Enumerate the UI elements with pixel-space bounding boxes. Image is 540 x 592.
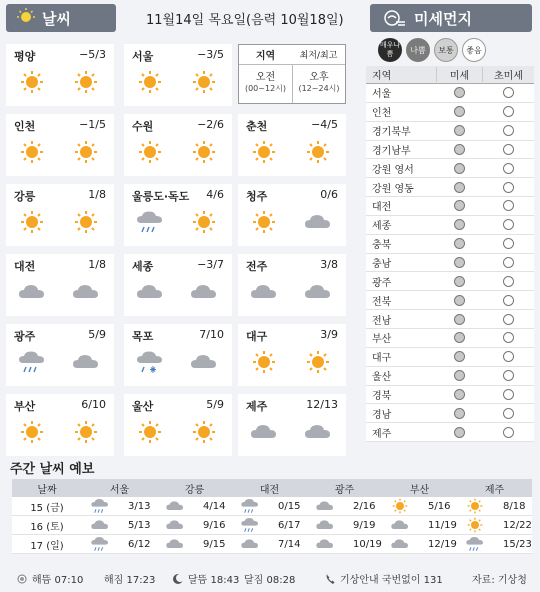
sunrise-time: 해뜸 07:10 xyxy=(32,575,84,586)
city-temp: 1/8 xyxy=(88,188,106,201)
cloud-icon xyxy=(304,420,332,444)
am-weather xyxy=(18,280,46,304)
cloud-icon xyxy=(190,280,218,304)
pm10-level-dot xyxy=(454,125,465,136)
dust-row xyxy=(366,386,534,405)
pm25-level-dot xyxy=(503,144,514,155)
weekly-cell xyxy=(307,536,382,552)
cloud-icon xyxy=(304,210,332,234)
pm25-level-dot xyxy=(503,238,514,249)
dust-title: 미세먼지 xyxy=(414,9,472,28)
am-weather xyxy=(136,420,164,444)
city-card xyxy=(6,44,114,106)
forecast-legend xyxy=(238,44,346,104)
dust-col-region: 지역 xyxy=(372,71,392,82)
dust-region: 강원 영서 xyxy=(372,164,414,176)
dust-row xyxy=(366,178,534,197)
pm10-level-dot xyxy=(454,427,465,438)
sun-icon xyxy=(72,70,100,94)
am-weather xyxy=(18,420,46,444)
pm25-level-dot xyxy=(503,125,514,136)
city-card xyxy=(124,254,232,316)
pm25-level-dot xyxy=(503,351,514,362)
weekly-cell xyxy=(232,536,307,552)
cloud-icon xyxy=(165,517,185,533)
city-card xyxy=(6,114,114,176)
pm25-level-dot xyxy=(503,370,514,381)
city-name: 광주 xyxy=(14,330,36,343)
city-card xyxy=(124,394,232,456)
city-card xyxy=(238,394,346,456)
sun-icon xyxy=(304,140,332,164)
sun-icon xyxy=(18,70,46,94)
city-name: 울릉도·독도 xyxy=(132,190,190,203)
pm25-level-dot xyxy=(503,200,514,211)
weekly-temp: 0/15 xyxy=(278,500,301,512)
dust-row xyxy=(366,141,534,160)
pm10-level-dot xyxy=(454,257,465,268)
city-card xyxy=(238,184,346,246)
dust-header xyxy=(370,4,532,32)
pm25-level-dot xyxy=(503,427,514,438)
rain-icon xyxy=(465,536,485,552)
dust-row xyxy=(366,367,534,386)
weekly-cell xyxy=(157,498,232,514)
cloud-icon xyxy=(90,517,110,533)
weekly-col-date: 날짜 xyxy=(37,484,57,496)
rain-icon xyxy=(90,498,110,514)
legend-pm-sub: (12~24시) xyxy=(298,84,340,93)
pm-weather xyxy=(304,280,332,304)
weekly-temp: 7/14 xyxy=(278,538,301,550)
pm10-level-dot xyxy=(454,276,465,287)
sun-icon xyxy=(465,498,485,514)
sun-icon xyxy=(190,140,218,164)
city-temp: −4/5 xyxy=(311,118,338,131)
cloud-icon xyxy=(165,536,185,552)
weekly-temp: 12/19 xyxy=(428,538,457,550)
pm25-level-dot xyxy=(503,408,514,419)
pm10-level-dot xyxy=(454,219,465,230)
pm25-level-dot xyxy=(503,389,514,400)
cloud-icon xyxy=(390,517,410,533)
pm10-level-dot xyxy=(454,351,465,362)
cloud-icon xyxy=(315,517,335,533)
city-card xyxy=(238,324,346,386)
weekly-cell xyxy=(307,517,382,533)
weekly-temp: 6/17 xyxy=(278,519,301,531)
weekly-temp: 15/23 xyxy=(503,538,532,550)
weekly-cell xyxy=(382,498,457,514)
sun-icon xyxy=(136,70,164,94)
pm25-level-dot xyxy=(503,87,514,98)
moon-icon xyxy=(172,573,184,585)
weekly-temp: 2/16 xyxy=(353,500,376,512)
weekly-temp: 8/18 xyxy=(503,500,526,512)
phone-icon xyxy=(324,573,336,585)
weather-header xyxy=(6,4,116,32)
dust-row xyxy=(366,254,534,273)
dust-region: 충남 xyxy=(372,259,392,271)
pm10-level-dot xyxy=(454,87,465,98)
weekly-cell xyxy=(157,536,232,552)
moonrise-time: 달뜸 18:43 xyxy=(188,575,240,586)
dust-row xyxy=(366,423,534,442)
city-name: 강릉 xyxy=(14,190,36,203)
pm-weather xyxy=(72,350,100,374)
sun-cloud-icon xyxy=(14,8,38,28)
dust-region: 광주 xyxy=(372,277,392,289)
city-card xyxy=(6,394,114,456)
dust-level-very-bad: 매우나쁨 xyxy=(378,38,402,62)
weekly-temp: 9/16 xyxy=(203,519,226,531)
pm25-level-dot xyxy=(503,182,514,193)
am-weather xyxy=(250,280,278,304)
am-weather xyxy=(136,350,164,374)
dust-region: 울산 xyxy=(372,372,392,384)
city-name: 청주 xyxy=(246,190,268,203)
am-weather xyxy=(136,70,164,94)
weekly-temp: 5/16 xyxy=(428,500,451,512)
city-name: 수원 xyxy=(132,120,154,133)
pm10-level-dot xyxy=(454,238,465,249)
dust-row xyxy=(366,84,534,103)
dust-region: 서울 xyxy=(372,89,392,101)
city-temp: −3/7 xyxy=(197,258,224,271)
dust-row xyxy=(366,291,534,310)
city-name: 인천 xyxy=(14,120,36,133)
weekly-temp: 9/19 xyxy=(353,519,376,531)
city-card xyxy=(124,114,232,176)
weekly-title: 주간 날씨 예보 xyxy=(10,462,95,477)
weekly-cell xyxy=(82,536,157,552)
cloud-icon xyxy=(18,280,46,304)
sun-icon xyxy=(190,70,218,94)
pm10-level-dot xyxy=(454,163,465,174)
legend-minmax: 최저/최고 xyxy=(299,51,338,61)
pm10-level-dot xyxy=(454,314,465,325)
sun-icon xyxy=(190,210,218,234)
am-weather xyxy=(18,140,46,164)
city-temp: 5/9 xyxy=(206,398,224,411)
city-name: 전주 xyxy=(246,260,268,273)
cloud-icon xyxy=(190,350,218,374)
weekly-col-gangneung: 강릉 xyxy=(184,484,205,496)
dust-region: 전남 xyxy=(372,315,392,327)
weekly-date: 16 (토) xyxy=(30,521,64,533)
cloud-icon xyxy=(250,280,278,304)
am-weather xyxy=(18,70,46,94)
sun-icon xyxy=(18,420,46,444)
weekly-cell xyxy=(82,498,157,514)
sun-icon xyxy=(72,210,100,234)
rain-icon xyxy=(240,498,260,514)
city-temp: 3/8 xyxy=(320,258,338,271)
city-name: 목포 xyxy=(132,330,154,343)
date-line: 11월14일 목요일(음력 10월18일) xyxy=(146,13,344,28)
am-weather xyxy=(250,210,278,234)
weekly-row xyxy=(12,535,532,554)
sun-icon xyxy=(250,210,278,234)
cloud-icon xyxy=(315,498,335,514)
dust-level-normal: 보통 xyxy=(434,38,458,62)
pm-weather xyxy=(304,350,332,374)
am-weather xyxy=(18,350,46,374)
dust-col-pm10: 미세 xyxy=(436,67,482,82)
city-name: 세종 xyxy=(132,260,154,273)
pm10-level-dot xyxy=(454,144,465,155)
city-name: 부산 xyxy=(14,400,36,413)
sun-icon xyxy=(390,498,410,514)
dust-region: 대구 xyxy=(372,353,392,365)
city-name: 춘천 xyxy=(246,120,268,133)
dust-region: 부산 xyxy=(372,334,392,346)
city-card xyxy=(6,324,114,386)
legend-am-sub: (00~12시) xyxy=(244,84,287,93)
sun-icon xyxy=(18,140,46,164)
pm-weather xyxy=(304,210,332,234)
cloud-icon xyxy=(304,280,332,304)
pm-weather xyxy=(72,140,100,164)
pm-weather xyxy=(190,210,218,234)
pm25-level-dot xyxy=(503,295,514,306)
pm-weather xyxy=(72,70,100,94)
cloud-icon xyxy=(72,280,100,304)
am-weather xyxy=(250,420,278,444)
city-temp: 3/9 xyxy=(320,328,338,341)
weekly-cell xyxy=(457,517,532,533)
dust-region: 경북 xyxy=(372,390,392,402)
pm10-level-dot xyxy=(454,389,465,400)
pm-weather xyxy=(304,140,332,164)
pm25-level-dot xyxy=(503,219,514,230)
footer xyxy=(0,565,540,589)
am-weather xyxy=(18,210,46,234)
pm-weather xyxy=(190,280,218,304)
dust-row xyxy=(366,348,534,367)
rain-icon xyxy=(240,517,260,533)
sun-icon xyxy=(465,517,485,533)
dust-region: 충북 xyxy=(372,240,392,252)
city-temp: 0/6 xyxy=(320,188,338,201)
pm10-level-dot xyxy=(454,200,465,211)
pm-weather xyxy=(190,140,218,164)
weekly-col-gwangju: 광주 xyxy=(334,484,355,496)
dust-row xyxy=(366,122,534,141)
dust-region: 전북 xyxy=(372,296,392,308)
pm-weather xyxy=(304,420,332,444)
weekly-cell xyxy=(82,517,157,533)
city-card xyxy=(124,324,232,386)
sunset-time: 해짐 17:23 xyxy=(104,575,156,586)
city-card xyxy=(238,254,346,316)
weekly-temp: 6/12 xyxy=(128,538,151,550)
city-temp: −2/6 xyxy=(197,118,224,131)
weekly-cell xyxy=(457,536,532,552)
city-card xyxy=(238,114,346,176)
sun-icon xyxy=(136,140,164,164)
dust-region: 경기남부 xyxy=(372,145,411,157)
weather-phone: 기상안내 국번없이 131 xyxy=(340,575,443,586)
pm10-level-dot xyxy=(454,370,465,381)
dust-region: 강원 영동 xyxy=(372,183,414,195)
dust-row xyxy=(366,103,534,122)
dust-legend xyxy=(378,38,486,62)
sun-icon xyxy=(190,420,218,444)
cloud-icon xyxy=(240,536,260,552)
city-card xyxy=(124,184,232,246)
sun-icon xyxy=(304,350,332,374)
dust-region: 대전 xyxy=(372,202,392,214)
city-temp: −1/5 xyxy=(79,118,106,131)
weekly-row xyxy=(12,497,532,516)
dust-row xyxy=(366,272,534,291)
pm25-level-dot xyxy=(503,106,514,117)
pm-weather xyxy=(72,210,100,234)
city-temp: 5/9 xyxy=(88,328,106,341)
weekly-cell xyxy=(157,517,232,533)
dust-row xyxy=(366,310,534,329)
cloud-icon xyxy=(315,536,335,552)
weekly-cell xyxy=(307,498,382,514)
city-name: 울산 xyxy=(132,400,154,413)
dust-row xyxy=(366,159,534,178)
pm25-level-dot xyxy=(503,314,514,325)
am-weather xyxy=(250,350,278,374)
legend-region: 지역 xyxy=(255,51,276,62)
weather-title: 날씨 xyxy=(42,9,71,28)
pm-weather xyxy=(190,70,218,94)
am-weather xyxy=(136,140,164,164)
weekly-col-jeju: 제주 xyxy=(484,484,505,496)
am-weather xyxy=(136,280,164,304)
city-temp: −5/3 xyxy=(79,48,106,61)
weekly-temp: 9/15 xyxy=(203,538,226,550)
weekly-header xyxy=(12,479,532,497)
dust-icon xyxy=(380,8,408,28)
city-card xyxy=(6,254,114,316)
sun-icon xyxy=(250,350,278,374)
rain-icon xyxy=(136,210,164,234)
sunrise-icon xyxy=(16,573,28,585)
city-temp: −3/5 xyxy=(197,48,224,61)
am-weather xyxy=(136,210,164,234)
rain-icon xyxy=(18,350,46,374)
pm-weather xyxy=(190,420,218,444)
legend-am: 오전 xyxy=(255,72,276,83)
sun-icon xyxy=(136,420,164,444)
pm10-level-dot xyxy=(454,182,465,193)
dust-col-pm25: 초미세 xyxy=(482,67,534,82)
city-name: 제주 xyxy=(246,400,268,413)
pm25-level-dot xyxy=(503,163,514,174)
pm-weather xyxy=(72,280,100,304)
snow-icon xyxy=(136,350,164,374)
weekly-cell xyxy=(382,536,457,552)
pm-weather xyxy=(190,350,218,374)
weekly-temp: 3/13 xyxy=(128,500,151,512)
weekly-table xyxy=(12,479,532,554)
pm10-level-dot xyxy=(454,106,465,117)
city-temp: 7/10 xyxy=(199,328,224,341)
dust-row xyxy=(366,329,534,348)
weekly-temp: 12/22 xyxy=(503,519,532,531)
city-name: 대구 xyxy=(246,330,268,343)
dust-row xyxy=(366,404,534,423)
sun-icon xyxy=(72,420,100,444)
cloud-icon xyxy=(136,280,164,304)
dust-row xyxy=(366,216,534,235)
moonset-time: 달짐 08:28 xyxy=(244,575,296,586)
weekly-cell xyxy=(457,498,532,514)
dust-region: 인천 xyxy=(372,108,392,120)
cloud-icon xyxy=(390,536,410,552)
weekly-temp: 11/19 xyxy=(428,519,457,531)
pm10-level-dot xyxy=(454,332,465,343)
pm10-level-dot xyxy=(454,408,465,419)
sun-icon xyxy=(72,140,100,164)
dust-level-good: 좋음 xyxy=(462,38,486,62)
dust-table xyxy=(366,66,534,442)
city-name: 서울 xyxy=(132,50,154,63)
cloud-icon xyxy=(250,420,278,444)
city-name: 평양 xyxy=(14,50,36,63)
weekly-cell xyxy=(232,517,307,533)
city-temp: 1/8 xyxy=(88,258,106,271)
weekly-cell xyxy=(232,498,307,514)
sun-icon xyxy=(250,140,278,164)
pm25-level-dot xyxy=(503,276,514,287)
pm-weather xyxy=(72,420,100,444)
weekly-date: 17 (일) xyxy=(30,540,64,552)
legend-pm: 오후 xyxy=(309,72,329,83)
dust-region: 제주 xyxy=(372,428,392,440)
cloud-icon xyxy=(165,498,185,514)
sun-icon xyxy=(18,210,46,234)
weekly-col-busan: 부산 xyxy=(409,484,430,496)
city-temp: 12/13 xyxy=(306,398,338,411)
weekly-col-daejeon: 대전 xyxy=(259,484,280,496)
city-temp: 6/10 xyxy=(81,398,106,411)
pm10-level-dot xyxy=(454,295,465,306)
dust-region: 경남 xyxy=(372,409,392,421)
weekly-temp: 4/14 xyxy=(203,500,226,512)
rain-icon xyxy=(90,536,110,552)
dust-level-bad: 나쁨 xyxy=(406,38,430,62)
pm25-level-dot xyxy=(503,332,514,343)
dust-row xyxy=(366,197,534,216)
am-weather xyxy=(250,140,278,164)
weekly-temp: 5/13 xyxy=(128,519,151,531)
city-temp: 4/6 xyxy=(206,188,224,201)
weekly-temp: 10/19 xyxy=(353,538,382,550)
weekly-date: 15 (금) xyxy=(30,502,64,514)
city-name: 대전 xyxy=(14,260,36,273)
dust-region: 경기북부 xyxy=(372,127,411,139)
source-credit: 자료: 기상청 xyxy=(472,575,527,586)
dust-row xyxy=(366,235,534,254)
city-card xyxy=(124,44,232,106)
dust-table-header xyxy=(366,66,534,84)
dust-region: 세종 xyxy=(372,221,392,233)
weekly-row xyxy=(12,516,532,535)
cloud-icon xyxy=(72,350,100,374)
pm25-level-dot xyxy=(503,257,514,268)
weekly-col-seoul: 서울 xyxy=(109,484,130,496)
weekly-cell xyxy=(382,517,457,533)
city-card xyxy=(6,184,114,246)
